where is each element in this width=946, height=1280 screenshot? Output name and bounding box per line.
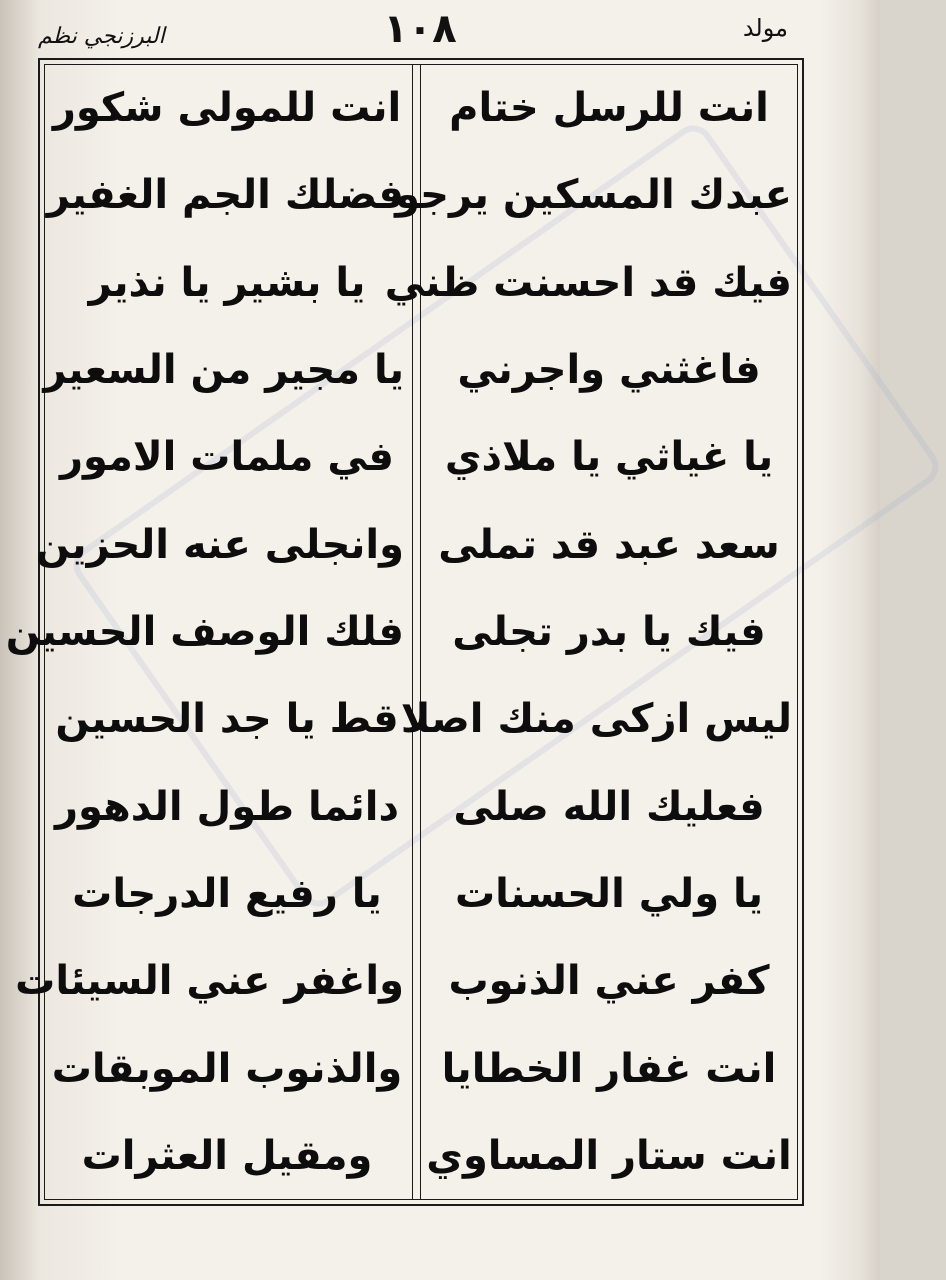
verse-line: فعليك الله صلى [453,783,765,830]
verse-line: والذنوب الموبقات [51,1045,403,1092]
verse-line: عبدك المسكين يرجو [395,172,792,219]
verse-line: ليس ازكى منك اصلا [400,696,792,743]
verse-line: واغفر عني السيئات [15,958,404,1005]
verse-line: ومقيل العثرات [81,1132,373,1179]
verse-line: انت للمولى شكور [52,85,402,131]
verse-line: يا رفيع الدرجات [72,870,382,917]
left-column [5,70,404,1194]
verse-line: يا بشير يا نذير [88,259,366,306]
verse-line: انت ستار المساوي [426,1132,792,1179]
text-frame [5,58,804,1206]
verse-line: كفر عني الذنوب [448,958,770,1005]
column-divider [420,64,421,1200]
verse-line: يا مجير من السعير [43,346,404,393]
verse-line: يا غياثي يا ملاذي [444,434,774,481]
verse-line: سعد عبد قد تملى [438,521,780,568]
column-divider [412,64,413,1200]
header-section-title: مولد [742,14,788,42]
verse-line: فضلك الجم الغفير [46,172,404,219]
verse-line: فاغثني واجرني [457,346,761,393]
verse-line: فلك الوصف الحسين [5,608,404,655]
verse-line: دائما طول الدهور [54,783,400,830]
verse-line: قط يا جد الحسين [55,696,399,743]
page-number: ١٠٨ [383,6,457,52]
verse-line: وانجلى عنه الحزين [35,521,404,568]
verse-line: في ملمات الامور [59,434,394,481]
right-column [384,70,792,1194]
verse-line: يا ولي الحسنات [454,870,764,917]
verse-line: انت للرسل ختام [449,85,769,131]
verse-line: انت غفار الخطايا [441,1045,777,1092]
verse-line: فيك يا بدر تجلى [452,608,766,655]
header-book-title: البرزنجي نظم [38,24,165,49]
verse-line: فيك قد احسنت ظني [384,259,792,306]
